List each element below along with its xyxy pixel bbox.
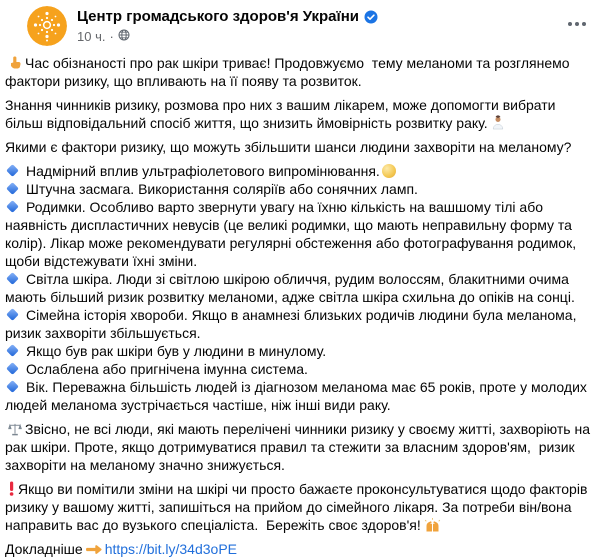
text-run: Штучна засмага. Використання соляріїв або сонячних ламп.	[26, 181, 418, 197]
bullet-item	[5, 378, 596, 414]
post-link[interactable]: https://bit.ly/34d3oPE	[104, 541, 238, 557]
more-options-button[interactable]	[562, 16, 592, 32]
post-paragraph	[5, 420, 596, 474]
bullet-item	[5, 270, 596, 306]
text-run: Ослаблена або пригнічена імунна система.	[26, 361, 308, 377]
red-exclamation-emoji	[8, 481, 15, 496]
text-run: Якщо був рак шкіри був у людини в минулому.	[26, 343, 327, 359]
blue-diamond-emoji	[6, 200, 19, 213]
blue-diamond-emoji	[6, 308, 19, 321]
meta-separator: ·	[109, 29, 114, 44]
post-paragraph	[5, 96, 596, 132]
dot-icon	[575, 22, 579, 26]
post-body	[5, 54, 596, 558]
header-text	[77, 6, 378, 45]
text-run: Якщо ви помітили зміни на шкірі чи просто бажаєте проконсультуватися щодо факторів ризику у вашому житті, запишіться на прийом до сімейного лікаря. За потреби він/вона направить вас до вузького спеціаліста. Бережіть своє здоров'я!	[5, 481, 592, 533]
verified-badge-icon	[364, 10, 378, 24]
blue-diamond-emoji	[6, 362, 19, 375]
page-avatar[interactable]	[27, 6, 67, 46]
bullet-item	[5, 180, 596, 198]
post-paragraph	[5, 540, 596, 558]
blue-diamond-emoji	[6, 164, 19, 177]
bullet-item	[5, 162, 596, 180]
dot-icon	[582, 22, 586, 26]
text-run: Якими є фактори ризику, що можуть збільшити шанси людини захворіти на меланому?	[5, 139, 572, 155]
bullet-item	[5, 198, 596, 270]
bullet-item	[5, 360, 596, 378]
dot-icon	[568, 22, 572, 26]
phc-ukraine-logo-icon	[27, 6, 67, 46]
pointing-right-emoji	[86, 543, 102, 556]
globe-privacy-icon	[118, 29, 130, 45]
balance-scale-emoji	[8, 422, 22, 436]
post-timestamp[interactable]: 10 ч.	[77, 29, 106, 44]
text-run: Надмірний вплив ультрафіолетового випромінювання.	[26, 163, 380, 179]
blue-diamond-emoji	[6, 182, 19, 195]
blue-diamond-emoji	[6, 380, 19, 393]
blue-diamond-emoji	[6, 344, 19, 357]
bullet-item	[5, 306, 596, 342]
page-name-link[interactable]: Центр громадського здоров'я України	[77, 8, 360, 25]
text-run: Вік. Переважна більшість людей із діагнозом меланома має 65 років, проте у молодих людей меланома зустрічається частіше, ніж інші види раку.	[5, 379, 591, 413]
raising-hands-emoji	[424, 517, 441, 532]
text-run: Звісно, не всі люди, які мають перелічені чинники ризику у своєму житті, захворіють на рак шкіри. Проте, якщо дотримуватися правил та стежити за власним здоров'ям, ризик захворіти на меланому значно знижується.	[5, 421, 594, 473]
text-run: Родимки. Особливо варто звернути увагу на їхню кількість на вашшому тілі або наявність диспластичних невусів (це великі родимки, що мають неправильну форму та колір). Лікар може рекомендувати регулярні обстеження або фотографування родимок, щоби відстежувати їхні зміни.	[5, 199, 580, 269]
post-paragraph	[5, 138, 596, 156]
text-run: Знання чинників ризику, розмова про них з вашим лікарем, може допомогти вибрати більш відповідальний спосіб життя, що знизить ймовірність розвитку раку.	[5, 97, 560, 131]
full-moon-emoji	[382, 164, 396, 178]
post-paragraph	[5, 54, 596, 90]
text-run: Докладніше	[5, 541, 83, 557]
pointing-up-emoji	[8, 55, 22, 70]
health-worker-emoji	[491, 115, 505, 130]
text-run: Час обізнаності про рак шкіри триває! Продовжуємо тему меланоми та розглянемо фактори ризику, що впливають на її появу та розвиток.	[5, 55, 574, 89]
blue-diamond-emoji	[6, 272, 19, 285]
text-run: Сімейна історія хвороби. Якщо в анамнезі близьких родичів людини була меланома, ризик захворіти збільшується.	[5, 307, 581, 341]
post-header	[27, 6, 596, 46]
post-paragraph	[5, 480, 596, 534]
bullet-item	[5, 342, 596, 360]
text-run: Світла шкіра. Люди зі світлою шкірою обличчя, рудим волоссям, блакитними очима мають більший ризик розвитку меланоми, адже світла шкіра схильна до опіків на сонці.	[5, 271, 575, 305]
